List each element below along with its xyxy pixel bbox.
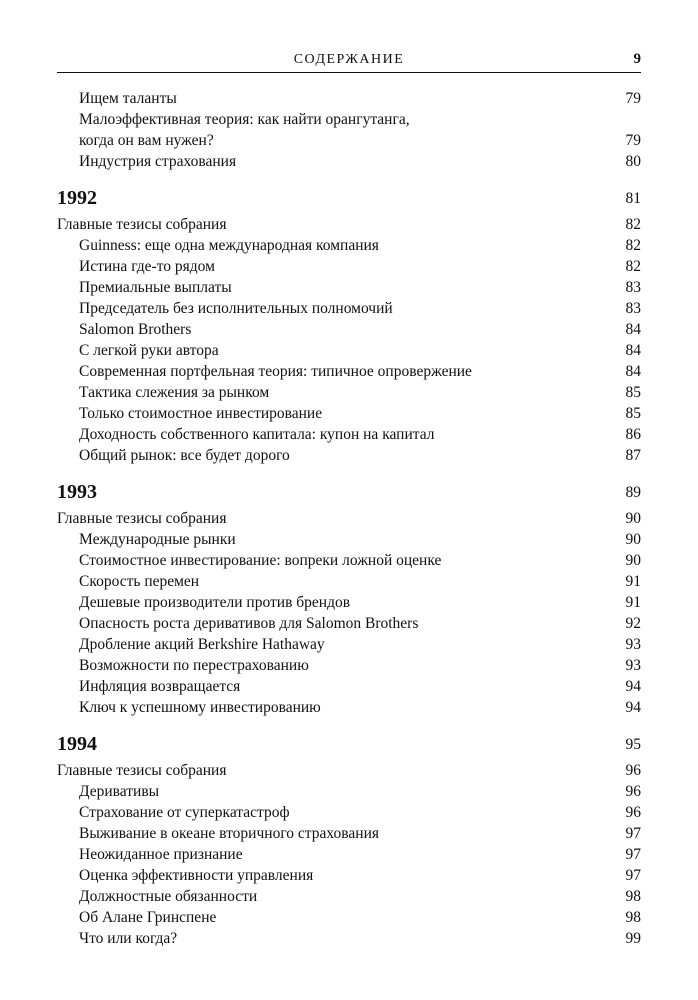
toc-entry-page: 97 xyxy=(625,825,641,842)
toc-entry-page: 90 xyxy=(625,531,641,548)
toc-entry-page: 91 xyxy=(625,594,641,611)
toc-entry-line1[interactable] xyxy=(57,109,641,130)
toc-entry-page: 85 xyxy=(625,384,641,401)
toc-entry-title: Ключ к успешному инвестированию xyxy=(79,699,321,716)
toc-entry-page: 82 xyxy=(625,237,641,254)
toc-entry-page: 94 xyxy=(625,699,641,716)
toc-entry-title: Должностные обязанности xyxy=(79,888,258,905)
year-page: 81 xyxy=(625,190,641,207)
toc-entry-page: 97 xyxy=(625,867,641,884)
toc-entry-title-continued: когда он вам нужен? xyxy=(79,132,214,149)
toc-entry[interactable] xyxy=(57,676,641,697)
toc-entry-page: 82 xyxy=(625,258,641,275)
toc-entry-title: Тактика слежения за рынком xyxy=(79,384,270,401)
toc-entry-title: Что или когда? xyxy=(79,930,178,947)
year-heading-1993[interactable] xyxy=(57,478,641,506)
toc-entry-page: 97 xyxy=(625,846,641,863)
year-label: 1992 xyxy=(57,187,97,209)
year-label: 1993 xyxy=(57,481,97,503)
toc-entry[interactable] xyxy=(57,340,641,361)
toc-entry-title: Международные рынки xyxy=(79,531,236,548)
toc-entry[interactable] xyxy=(57,907,641,928)
toc-entry[interactable] xyxy=(57,319,641,340)
toc-entry[interactable] xyxy=(57,823,641,844)
toc-entry-page: 82 xyxy=(625,216,641,233)
toc-entry-title: Об Алане Гринспене xyxy=(79,909,217,926)
toc-entry-title: Дробление акций Berkshire Hathaway xyxy=(79,636,325,653)
toc-entry[interactable] xyxy=(57,886,641,907)
page-number: 9 xyxy=(633,51,641,67)
toc-entry-title: Премиальные выплаты xyxy=(79,279,232,296)
toc-entry[interactable] xyxy=(57,781,641,802)
year-page: 89 xyxy=(625,484,641,501)
toc-entry[interactable] xyxy=(57,382,641,403)
toc-entry[interactable] xyxy=(57,844,641,865)
toc-entry-page: 93 xyxy=(625,636,641,653)
toc-entry-page: 83 xyxy=(625,279,641,296)
toc-entry[interactable] xyxy=(57,529,641,550)
toc-entry-page: 96 xyxy=(625,804,641,821)
toc-entry-page: 84 xyxy=(625,363,641,380)
toc-entry-title: Опасность роста деривативов для Salomon Brothers xyxy=(79,615,419,632)
toc-entry-title: С легкой руки автора xyxy=(79,342,219,359)
toc-entry-page: 85 xyxy=(625,405,641,422)
toc-entry-title: Инфляция возвращается xyxy=(79,678,241,695)
toc-entry[interactable] xyxy=(57,298,641,319)
toc-entry[interactable] xyxy=(57,655,641,676)
toc-entry[interactable] xyxy=(57,613,641,634)
running-header xyxy=(57,50,641,73)
toc-entry[interactable] xyxy=(57,865,641,886)
toc-entry-page: 94 xyxy=(625,678,641,695)
toc-entry-title: Малоэффективная теория: как найти орангутанга, xyxy=(79,111,410,128)
table-of-contents xyxy=(57,88,641,949)
toc-entry[interactable] xyxy=(57,571,641,592)
toc-entry-page: 87 xyxy=(625,447,641,464)
toc-entry-page: 83 xyxy=(625,300,641,317)
toc-main-entry[interactable] xyxy=(57,508,641,529)
toc-entry-page: 90 xyxy=(625,510,641,527)
toc-entry[interactable] xyxy=(57,403,641,424)
year-page: 95 xyxy=(625,736,641,753)
toc-entry-title: Только стоимостное инвестирование xyxy=(79,405,323,422)
year-heading-1992[interactable] xyxy=(57,184,641,212)
toc-entry-page: 96 xyxy=(625,783,641,800)
toc-entry-line2[interactable] xyxy=(57,130,641,151)
toc-entry-page: 92 xyxy=(625,615,641,632)
toc-entry[interactable] xyxy=(57,697,641,718)
toc-entry-title: Индустрия страхования xyxy=(79,153,237,170)
toc-entry[interactable] xyxy=(57,256,641,277)
toc-entry[interactable] xyxy=(57,550,641,571)
toc-entry-title: Председатель без исполнительных полномочий xyxy=(79,300,393,317)
toc-entry-page: 96 xyxy=(625,762,641,779)
toc-entry-title: Главные тезисы собрания xyxy=(57,510,227,527)
toc-entry-page: 84 xyxy=(625,342,641,359)
toc-entry[interactable] xyxy=(57,424,641,445)
year-label: 1994 xyxy=(57,733,97,755)
toc-entry-title: Общий рынок: все будет дорого xyxy=(79,447,290,464)
toc-entry-title: Guinness: еще одна международная компания xyxy=(79,237,379,254)
toc-entry[interactable] xyxy=(57,445,641,466)
toc-entry-page: 79 xyxy=(625,132,641,149)
toc-entry-page: 98 xyxy=(625,888,641,905)
toc-entry-page: 99 xyxy=(625,930,641,947)
toc-entry[interactable] xyxy=(57,928,641,949)
toc-entry-page: 86 xyxy=(625,426,641,443)
toc-entry-title: Дешевые производители против брендов xyxy=(79,594,351,611)
toc-entry-title: Истина где-то рядом xyxy=(79,258,215,275)
toc-entry-title: Деривативы xyxy=(79,783,160,800)
toc-main-entry[interactable] xyxy=(57,214,641,235)
toc-entry-page: 90 xyxy=(625,552,641,569)
toc-entry-page: 93 xyxy=(625,657,641,674)
toc-entry-title: Salomon Brothers xyxy=(79,321,192,338)
toc-entry[interactable] xyxy=(57,151,641,172)
toc-entry-title: Оценка эффективности управления xyxy=(79,867,314,884)
year-heading-1994[interactable] xyxy=(57,730,641,758)
toc-entry[interactable] xyxy=(57,361,641,382)
toc-entry[interactable] xyxy=(57,802,641,823)
toc-entry-page: 91 xyxy=(625,573,641,590)
toc-entry-title: Страхование от суперкатастроф xyxy=(79,804,290,821)
toc-entry-title: Главные тезисы собрания xyxy=(57,216,227,233)
toc-entry[interactable] xyxy=(57,235,641,256)
toc-entry-title: Неожиданное признание xyxy=(79,846,243,863)
toc-entry-title: Ищем таланты xyxy=(79,90,177,107)
toc-entry-title: Современная портфельная теория: типичное опровержение xyxy=(79,363,472,380)
toc-entry-title: Возможности по перестрахованию xyxy=(79,657,309,674)
header-title: СОДЕРЖАНИЕ xyxy=(293,52,405,67)
toc-entry-page: 79 xyxy=(625,90,641,107)
toc-entry-title: Выживание в океане вторичного страхования xyxy=(79,825,380,842)
toc-entry-title: Стоимостное инвестирование: вопреки ложной оценке xyxy=(79,552,442,569)
toc-entry-page: 84 xyxy=(625,321,641,338)
toc-entry-title: Доходность собственного капитала: купон на капитал xyxy=(79,426,435,443)
toc-entry-title: Скорость перемен xyxy=(79,573,200,590)
toc-entry-page: 98 xyxy=(625,909,641,926)
toc-entry-page: 80 xyxy=(625,153,641,170)
toc-entry[interactable] xyxy=(57,592,641,613)
toc-entry[interactable] xyxy=(57,277,641,298)
toc-main-entry[interactable] xyxy=(57,760,641,781)
toc-entry-title: Главные тезисы собрания xyxy=(57,762,227,779)
toc-entry[interactable] xyxy=(57,634,641,655)
toc-entry[interactable] xyxy=(57,88,641,109)
